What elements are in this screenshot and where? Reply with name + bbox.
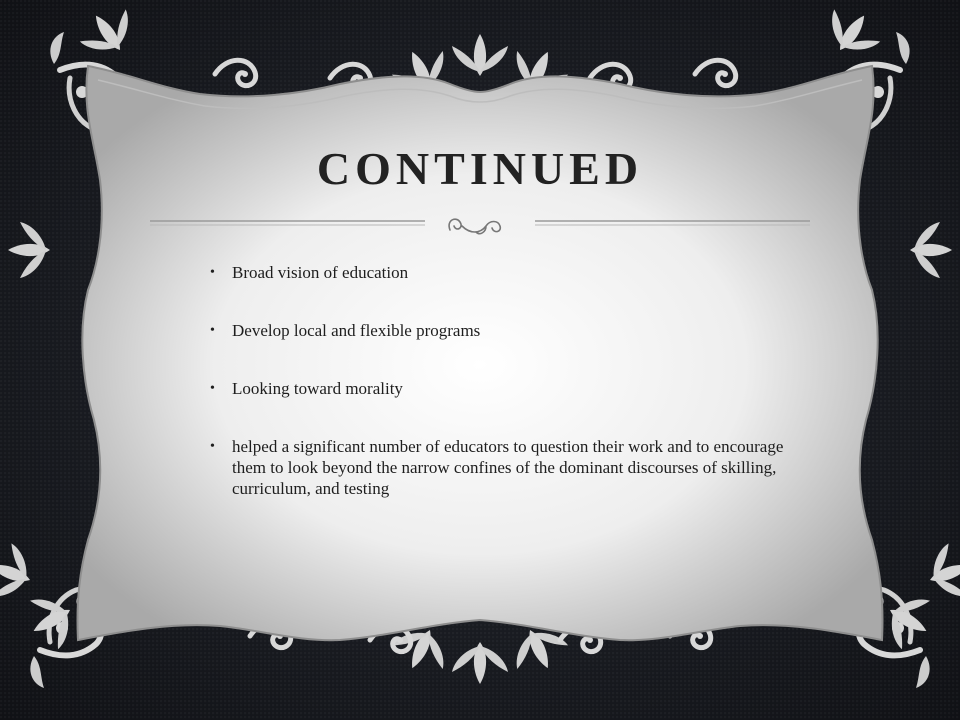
- list-item: [210, 320, 810, 341]
- slide-title: CONTINUED: [316, 143, 644, 194]
- list-item: [210, 436, 810, 499]
- bullet-text: Broad vision of education: [232, 263, 409, 282]
- bullet-text: helped a significant number of educators to question their work and to encourage them to look beyond the narrow confines of the dominant discourses of skilling, curriculum, and testing: [232, 437, 784, 498]
- bullet-list: [210, 262, 810, 536]
- scroll-divider-icon: [150, 212, 810, 242]
- list-item: [210, 262, 810, 283]
- bullet-text: Develop local and flexible programs: [232, 321, 481, 340]
- bullet-dot-icon: •: [210, 323, 215, 338]
- list-item: [210, 378, 810, 399]
- bullet-dot-icon: •: [210, 265, 215, 280]
- bullet-dot-icon: •: [210, 381, 215, 396]
- bullet-dot-icon: •: [210, 439, 215, 454]
- bullet-text: Looking toward morality: [232, 379, 403, 398]
